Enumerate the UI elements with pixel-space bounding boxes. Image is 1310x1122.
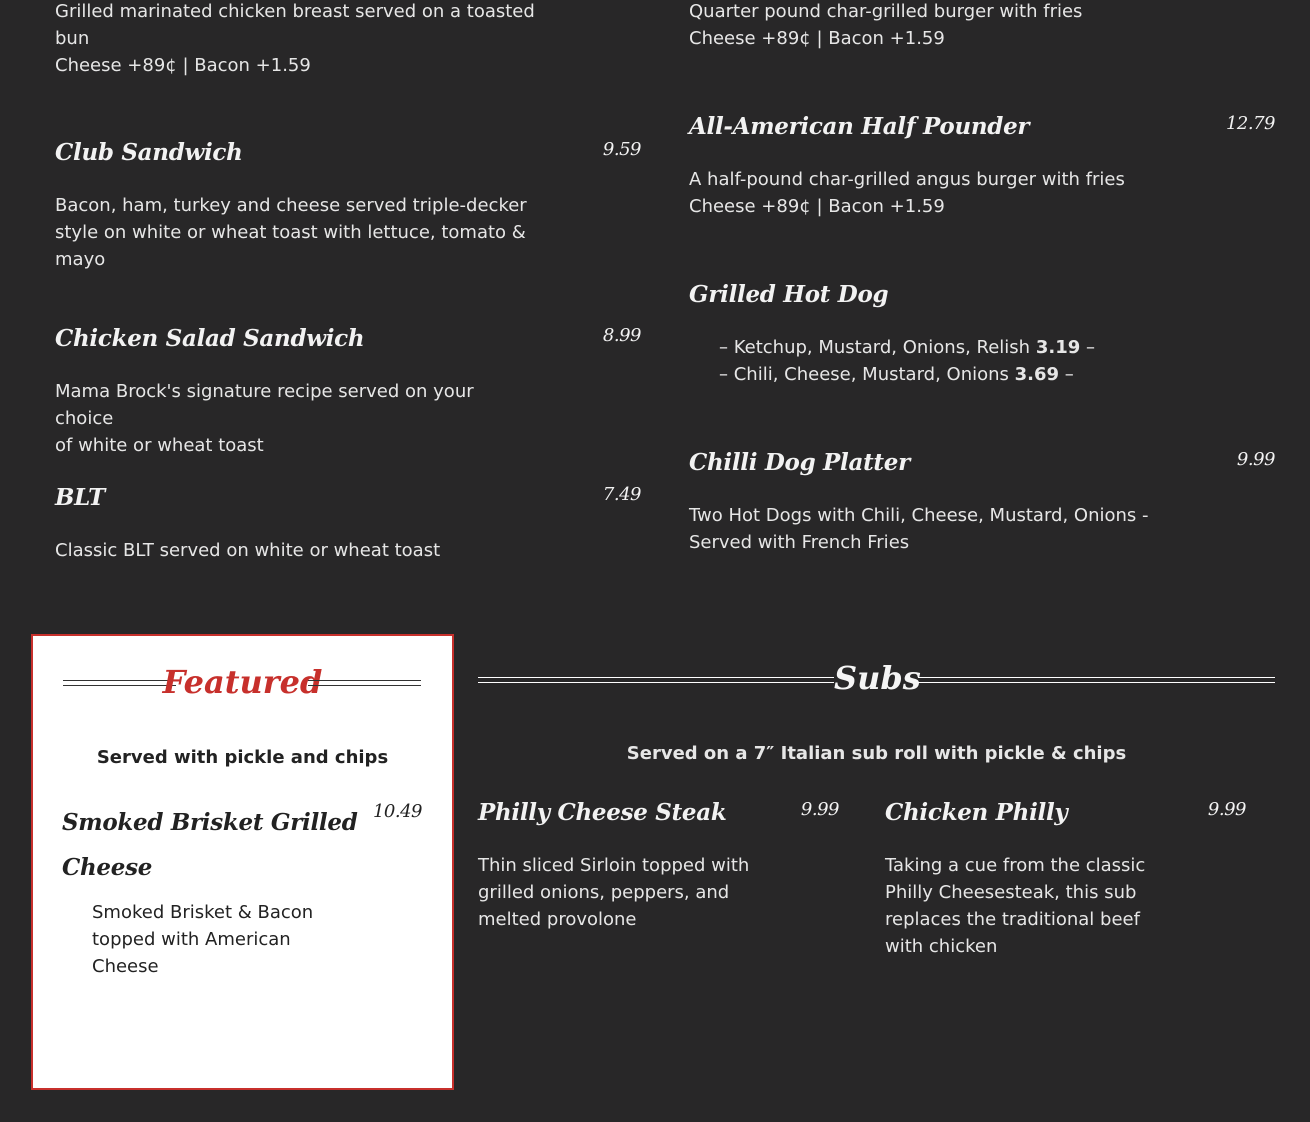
featured-panel: [31, 634, 454, 1090]
subs-title: Subs: [834, 659, 921, 697]
item-description: Taking a cue from the classic Philly Cheesesteak, this sub replaces the traditional beef with chicken: [885, 855, 1146, 957]
item-description: Thin sliced Sirloin topped with grilled onions, peppers, and melted provolone: [478, 855, 750, 930]
burger-description: Quarter pound char-grilled burger with fries Cheese +89¢ | Bacon +1.59: [689, 1, 1083, 49]
subs-title-rule-left: [478, 677, 834, 683]
item-name: Grilled Hot Dog: [689, 281, 889, 308]
item-price: 12.79: [1225, 113, 1275, 134]
featured-title-rule-right: [308, 680, 421, 686]
item-description: Smoked Brisket & Bacon topped with American Cheese: [92, 902, 314, 977]
featured-title: Featured: [162, 663, 323, 701]
chicken-sandwich-description: Grilled marinated chicken breast served on a toasted bun Cheese +89¢ | Bacon +1.59: [55, 1, 535, 76]
item-price: 9.99: [800, 799, 839, 820]
hot-dog-option: – Chili, Cheese, Mustard, Onions 3.69 –: [719, 364, 1074, 385]
item-description: Two Hot Dogs with Chili, Cheese, Mustard, Onions - Served with French Fries: [689, 505, 1149, 553]
item-name: All-American Half Pounder: [689, 113, 1030, 140]
item-name: BLT: [55, 484, 105, 511]
item-name: Club Sandwich: [55, 139, 243, 166]
subs-title-rule-right: [918, 677, 1275, 683]
item-price: 10.49: [372, 801, 422, 822]
item-description: Classic BLT served on white or wheat toast: [55, 540, 441, 561]
subs-subtitle: Served on a 7″ Italian sub roll with pickle & chips: [626, 743, 1127, 764]
item-price: 7.49: [602, 484, 641, 505]
hot-dog-option: – Ketchup, Mustard, Onions, Relish 3.19 –: [719, 337, 1095, 358]
item-price: 9.99: [1236, 449, 1275, 470]
item-description: Mama Brock's signature recipe served on your choice of white or wheat toast: [55, 381, 474, 456]
item-description: Bacon, ham, turkey and cheese served triple-decker style on white or wheat toast with lettuce, tomato & mayo: [55, 195, 527, 270]
item-name: Chicken Philly: [885, 799, 1068, 826]
option-price: 3.19: [1035, 337, 1081, 358]
item-price: 9.99: [1207, 799, 1246, 820]
item-name: Chilli Dog Platter: [689, 449, 910, 476]
item-price: 9.59: [602, 139, 641, 160]
item-price: 8.99: [602, 325, 641, 346]
item-name: Philly Cheese Steak: [478, 799, 727, 826]
featured-subtitle: Served with pickle and chips: [96, 747, 389, 768]
item-name: Smoked Brisket Grilled Cheese: [62, 809, 358, 881]
item-name: Chicken Salad Sandwich: [55, 325, 365, 352]
hot-dog-options: [719, 334, 1169, 388]
option-price: 3.69: [1014, 364, 1060, 385]
item-description: A half-pound char-grilled angus burger with fries Cheese +89¢ | Bacon +1.59: [689, 169, 1125, 217]
